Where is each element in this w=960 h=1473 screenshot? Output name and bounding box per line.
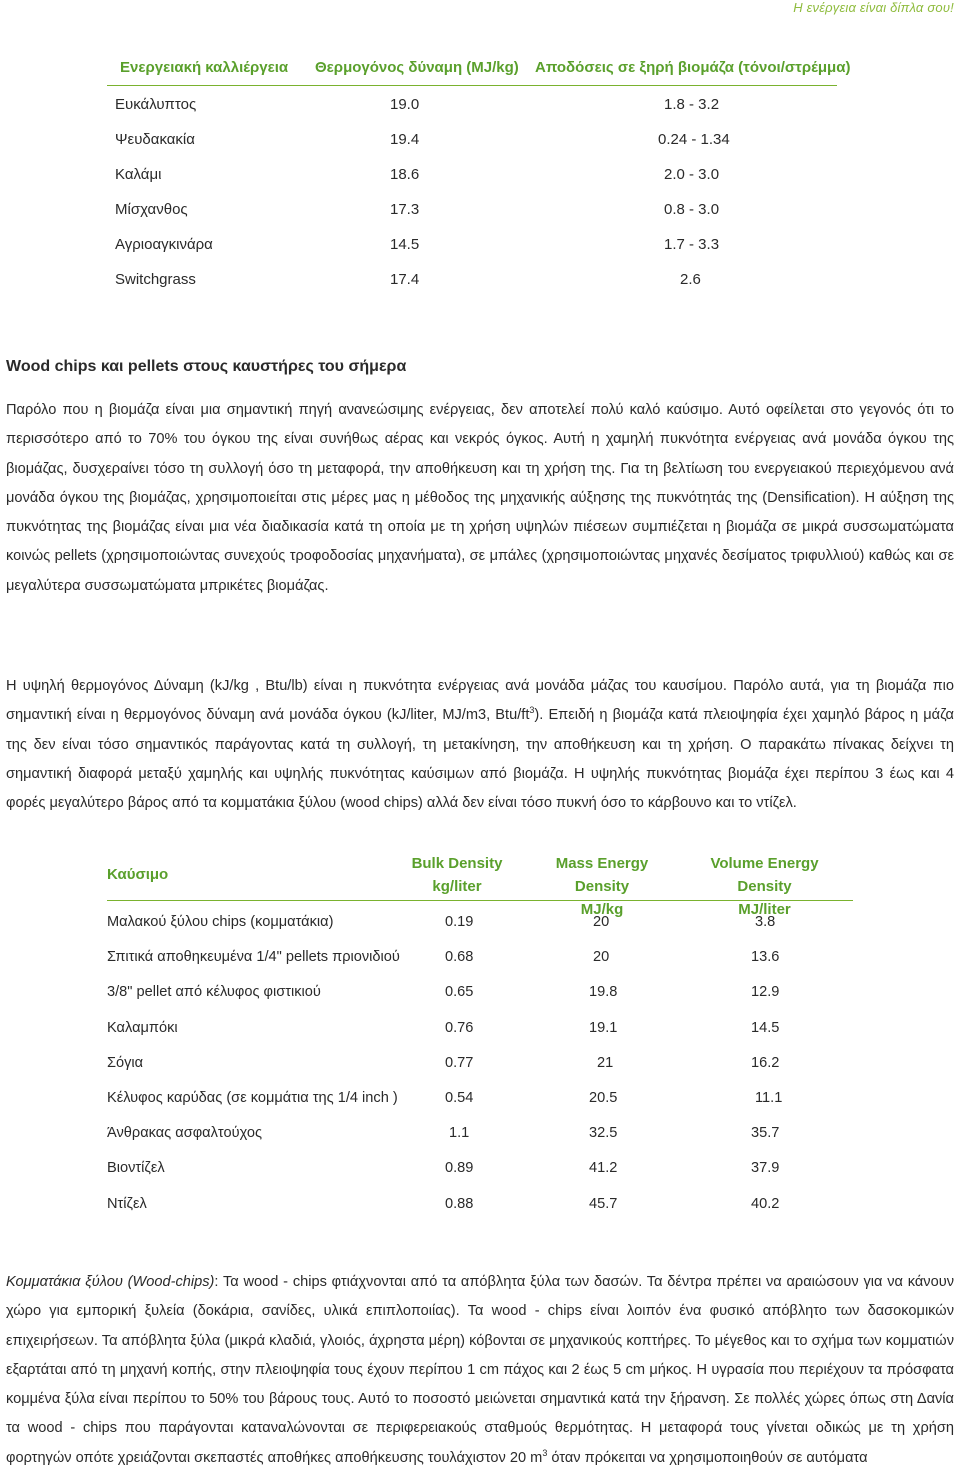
fuel-volume-energy: 11.1 — [755, 1089, 783, 1106]
crop-header-heating-value: Θερμογόνος δύναμη (MJ/kg) — [315, 59, 519, 76]
crop-heating-value: 19.4 — [390, 131, 420, 148]
fuel-bulk-density: 0.76 — [445, 1019, 474, 1036]
fuel-mass-energy: 32.5 — [589, 1125, 618, 1142]
fuel-header-bulk-unit: kg/liter — [432, 878, 482, 895]
crop-heating-value: 17.3 — [390, 201, 420, 218]
fuel-name: Ντίζελ — [107, 1195, 147, 1212]
fuel-mass-energy: 41.2 — [589, 1160, 618, 1177]
fuel-mass-energy: 20 — [593, 914, 610, 930]
fuel-header-mass-title: Mass Energy Density — [555, 855, 649, 895]
fuel-name: Άνθρακας ασφαλτούχος — [107, 1125, 262, 1142]
woodchips-term: Κομματάκια ξύλου (Wood-chips) — [6, 1274, 215, 1290]
fuel-bulk-density: 0.19 — [445, 914, 474, 930]
table-row — [107, 1183, 853, 1218]
table-row — [107, 1042, 853, 1077]
fuel-header-volume-title: Volume Energy Density — [710, 855, 819, 895]
paragraph-energy-density — [6, 672, 954, 818]
fuel-volume-energy: 40.2 — [751, 1195, 780, 1212]
crop-heating-value: 19.0 — [390, 96, 420, 113]
fuel-bulk-density: 0.77 — [445, 1054, 474, 1071]
paragraph-woodchips — [6, 1268, 954, 1473]
fuel-volume-energy: 13.6 — [751, 949, 780, 966]
paragraph-text: Η υψηλή θερμογόνος Δύναμη (kJ/kg , Btu/lb) είναι η πυκνότητα ενέργειας ανά μονάδα μάζας του καυσίμου. Παρόλο αυτά, για τη βιομάζα πιο σημαντική είναι η θερμογόνος δύναμη ανά μονάδα όγκου (kJ/liter, MJ/m3, Btu/ft — [6, 678, 954, 724]
fuel-volume-energy: 14.5 — [751, 1019, 780, 1036]
fuel-volume-energy: 37.9 — [751, 1160, 780, 1177]
fuel-bulk-density: 0.65 — [445, 984, 474, 1001]
paragraph-text: όταν πρόκειται να χρησιμοποιηθούν σε αυτόματα — [547, 1449, 868, 1466]
fuel-density-table — [107, 850, 853, 1218]
fuel-table-header — [107, 850, 853, 918]
paragraph-text: : Τα wood - chips φτιάχνονται από τα απόβλητα ξύλα των δασών. Τα δέντρα πρέπει να αραιώσουν για να κάνουν χώρο για εμπορική ξυλεία (δοκάρια, σανίδες, υλικά επιπλοποιίας). Τα wood - chips είναι λοιπόν ένα φυσικό απόβλητο των δασοκομικών επιχειρήσεων. Τα απόβλητα ξύλα (μικρά κλαδιά, γλοιός, άχρηστα μέρη) κόβονται σε μηχανικούς κοπτήρες. Το μέγεθος και το σχήμα των κομματιών εξαρτάται από τη μηχανή κοπής, στην πλειοψηφία τους έχουν περίπου 1 cm πάχος και 2 έως 5 cm μήκος. Η υγρασία που περιέχουν τα πρόσφατα κομμένα ξύλα είναι περίπου το 50% του βάρους τους. Αυτό το ποσοστό μειώνεται σημαντικά κατά την ξήρανση. Σε πολλές χώρες όπως στη Δανία τα wood - chips που παράγονται καταναλώνονται σε περιφερειακούς σταθμούς θερμότητας. Η μεταφορά τους γίνεται οδικώς με τη χρήση φορτηγών οπότε χρειάζονται σκεπαστές αποθήκες αποθήκευσης τουλάχιστον 20 m — [6, 1274, 954, 1466]
table-row — [107, 971, 853, 1006]
table-row — [107, 936, 853, 971]
fuel-mass-energy: 21 — [597, 1054, 614, 1071]
table-row — [0, 226, 960, 261]
fuel-header-fuel: Καύσιμο — [107, 866, 169, 883]
fuel-name: Σπιτικά αποθηκευμένα 1/4" pellets πριονιδιού — [107, 949, 400, 966]
superscript: 3 — [529, 705, 535, 716]
crop-name: Αγριοαγκινάρα — [115, 236, 213, 253]
fuel-mass-energy: 19.1 — [589, 1019, 618, 1036]
fuel-bulk-density: 0.68 — [445, 949, 474, 966]
fuel-name: Καλαμπόκι — [107, 1019, 178, 1036]
table-row — [0, 261, 960, 296]
fuel-bulk-density: 0.54 — [445, 1089, 474, 1106]
crop-yield: 0.8 - 3.0 — [664, 201, 720, 218]
crop-header-crop: Ενεργειακή καλλιέργεια — [120, 59, 289, 76]
crop-yield: 2.6 — [680, 271, 701, 288]
fuel-name: Βιοντίζελ — [107, 1160, 165, 1177]
fuel-bulk-density: 0.89 — [445, 1160, 474, 1177]
fuel-volume-energy: 12.9 — [751, 984, 780, 1001]
table-row — [0, 191, 960, 226]
fuel-header-mass-unit: MJ/kg — [580, 901, 624, 918]
fuel-volume-energy: 35.7 — [751, 1125, 780, 1142]
table-row — [107, 1077, 853, 1112]
paragraph-text: ). Επειδή η βιομάζα κατά πλειοψηφία έχει χαμηλό βάρος η μάζα της δεν είναι τόσο σημαντικός παράγοντας κατά τη συλλογή, τη μετακίνηση, την αποθήκευση και τη χρήση. Ο παρακάτω πίνακας δείχνει τη σημαντική διαφορά μεταξύ χαμηλής και υψηλής πυκνότητας καύσιμων από βιομάζα. Η υψηλής πυκνότητας βιομάζα έχει περίπου 3 έως και 4 φορές μεγαλύτερο βάρος από τα κομματάκια ξύλου (wood chips) αλλά δεν είναι τόσο πυκνή όσο το κάρβουνο και το ντίζελ. — [6, 707, 954, 812]
fuel-name: 3/8" pellet από κέλυφος φιστικιού — [107, 984, 321, 1001]
table-row — [107, 1147, 853, 1182]
table-row — [107, 1112, 853, 1147]
superscript: 3 — [542, 1447, 548, 1458]
crop-heating-value: 18.6 — [390, 166, 420, 183]
crop-name: Ψευδακακία — [115, 131, 195, 148]
crop-yield: 2.0 - 3.0 — [664, 166, 720, 183]
crop-yield: 1.8 - 3.2 — [664, 96, 720, 113]
fuel-bulk-density: 0.88 — [445, 1195, 474, 1212]
fuel-mass-energy: 19.8 — [589, 984, 618, 1001]
table-row — [107, 901, 853, 936]
energy-crops-table — [0, 55, 960, 296]
table-row — [107, 1007, 853, 1042]
crop-heating-value: 17.4 — [390, 271, 420, 288]
fuel-bulk-density: 1.1 — [449, 1125, 470, 1142]
fuel-mass-energy: 20 — [593, 949, 610, 966]
crop-name: Switchgrass — [115, 271, 196, 288]
fuel-volume-energy: 16.2 — [751, 1054, 780, 1071]
fuel-mass-energy: 45.7 — [589, 1195, 618, 1212]
crop-name: Καλάμι — [115, 166, 162, 183]
table-row — [0, 86, 960, 121]
crop-name: Ευκάλυπτος — [115, 96, 197, 113]
fuel-volume-energy: 3.8 — [755, 914, 776, 930]
crop-yield: 0.24 - 1.34 — [658, 131, 730, 148]
header-slogan: Η ενέργεια είναι δίπλα σου! — [793, 0, 954, 15]
crop-table-header — [107, 55, 851, 86]
fuel-mass-energy: 20.5 — [589, 1089, 618, 1106]
fuel-name: Σόγια — [107, 1054, 144, 1071]
fuel-header-volume-unit: MJ/liter — [738, 901, 791, 918]
fuel-header-bulk-title: Bulk Density — [411, 855, 503, 872]
fuel-header-bulk — [397, 852, 517, 898]
crop-header-yield: Αποδόσεις σε ξηρή βιομάζα (τόνοι/στρέμμα) — [535, 59, 851, 76]
fuel-name: Μαλακού ξύλου chips (κομματάκια) — [107, 914, 334, 930]
crop-name: Μίσχανθος — [115, 201, 188, 218]
table-row — [0, 121, 960, 156]
crop-yield: 1.7 - 3.3 — [664, 236, 720, 253]
table-row — [0, 156, 960, 191]
fuel-name: Κέλυφος καρύδας (σε κομμάτια της 1/4 inch ) — [107, 1089, 398, 1106]
crop-heating-value: 14.5 — [390, 236, 420, 253]
section-heading: Wood chips και pellets στους καυστήρες του σήμερα — [6, 358, 407, 375]
paragraph-densification: Παρόλο που η βιομάζα είναι μια σημαντική πηγή ανανεώσιμης ενέργειας, δεν αποτελεί πολύ καλό καύσιμο. Αυτό οφείλεται στο γεγονός ότι το περισσότερο από το 70% του όγκου της είναι συνήθως αέρας και νεκρός όγκος. Αυτή η χαμηλή πυκνότητα ενέργειας ανά μονάδα όγκου της βιομάζας, δυσχεραίνει τόσο τη συλλογή όσο τη μεταφορά, την αποθήκευση και τη χρήση της. Για τη βελτίωση του ενεργειακού περιεχόμενου ανά μονάδα όγκου της βιομάζας, χρησιμοποιείται στις μέρες μας η μέθοδος της μηχανικής αύξησης της πυκνότητάς της (Densification). Η αύξηση της πυκνότητας της βιομάζας είναι μια νέα διαδικασία κατά τη οποία με τη χρήση υψηλών πιέσεων συμπιέζεται η βιομάζα σε μικρά συσσωματώματα κοινώς pellets (χρησιμοποιώντας συνεχούς τροφοδοσίας μηχανήματα), σε μπάλες (χρησιμοποιώντας μηχανές δεσίματος τριφυλλιού) καθώς και σε μεγαλύτερα συσσωματώματα μπρικέτες βιομάζας. — [6, 402, 954, 594]
